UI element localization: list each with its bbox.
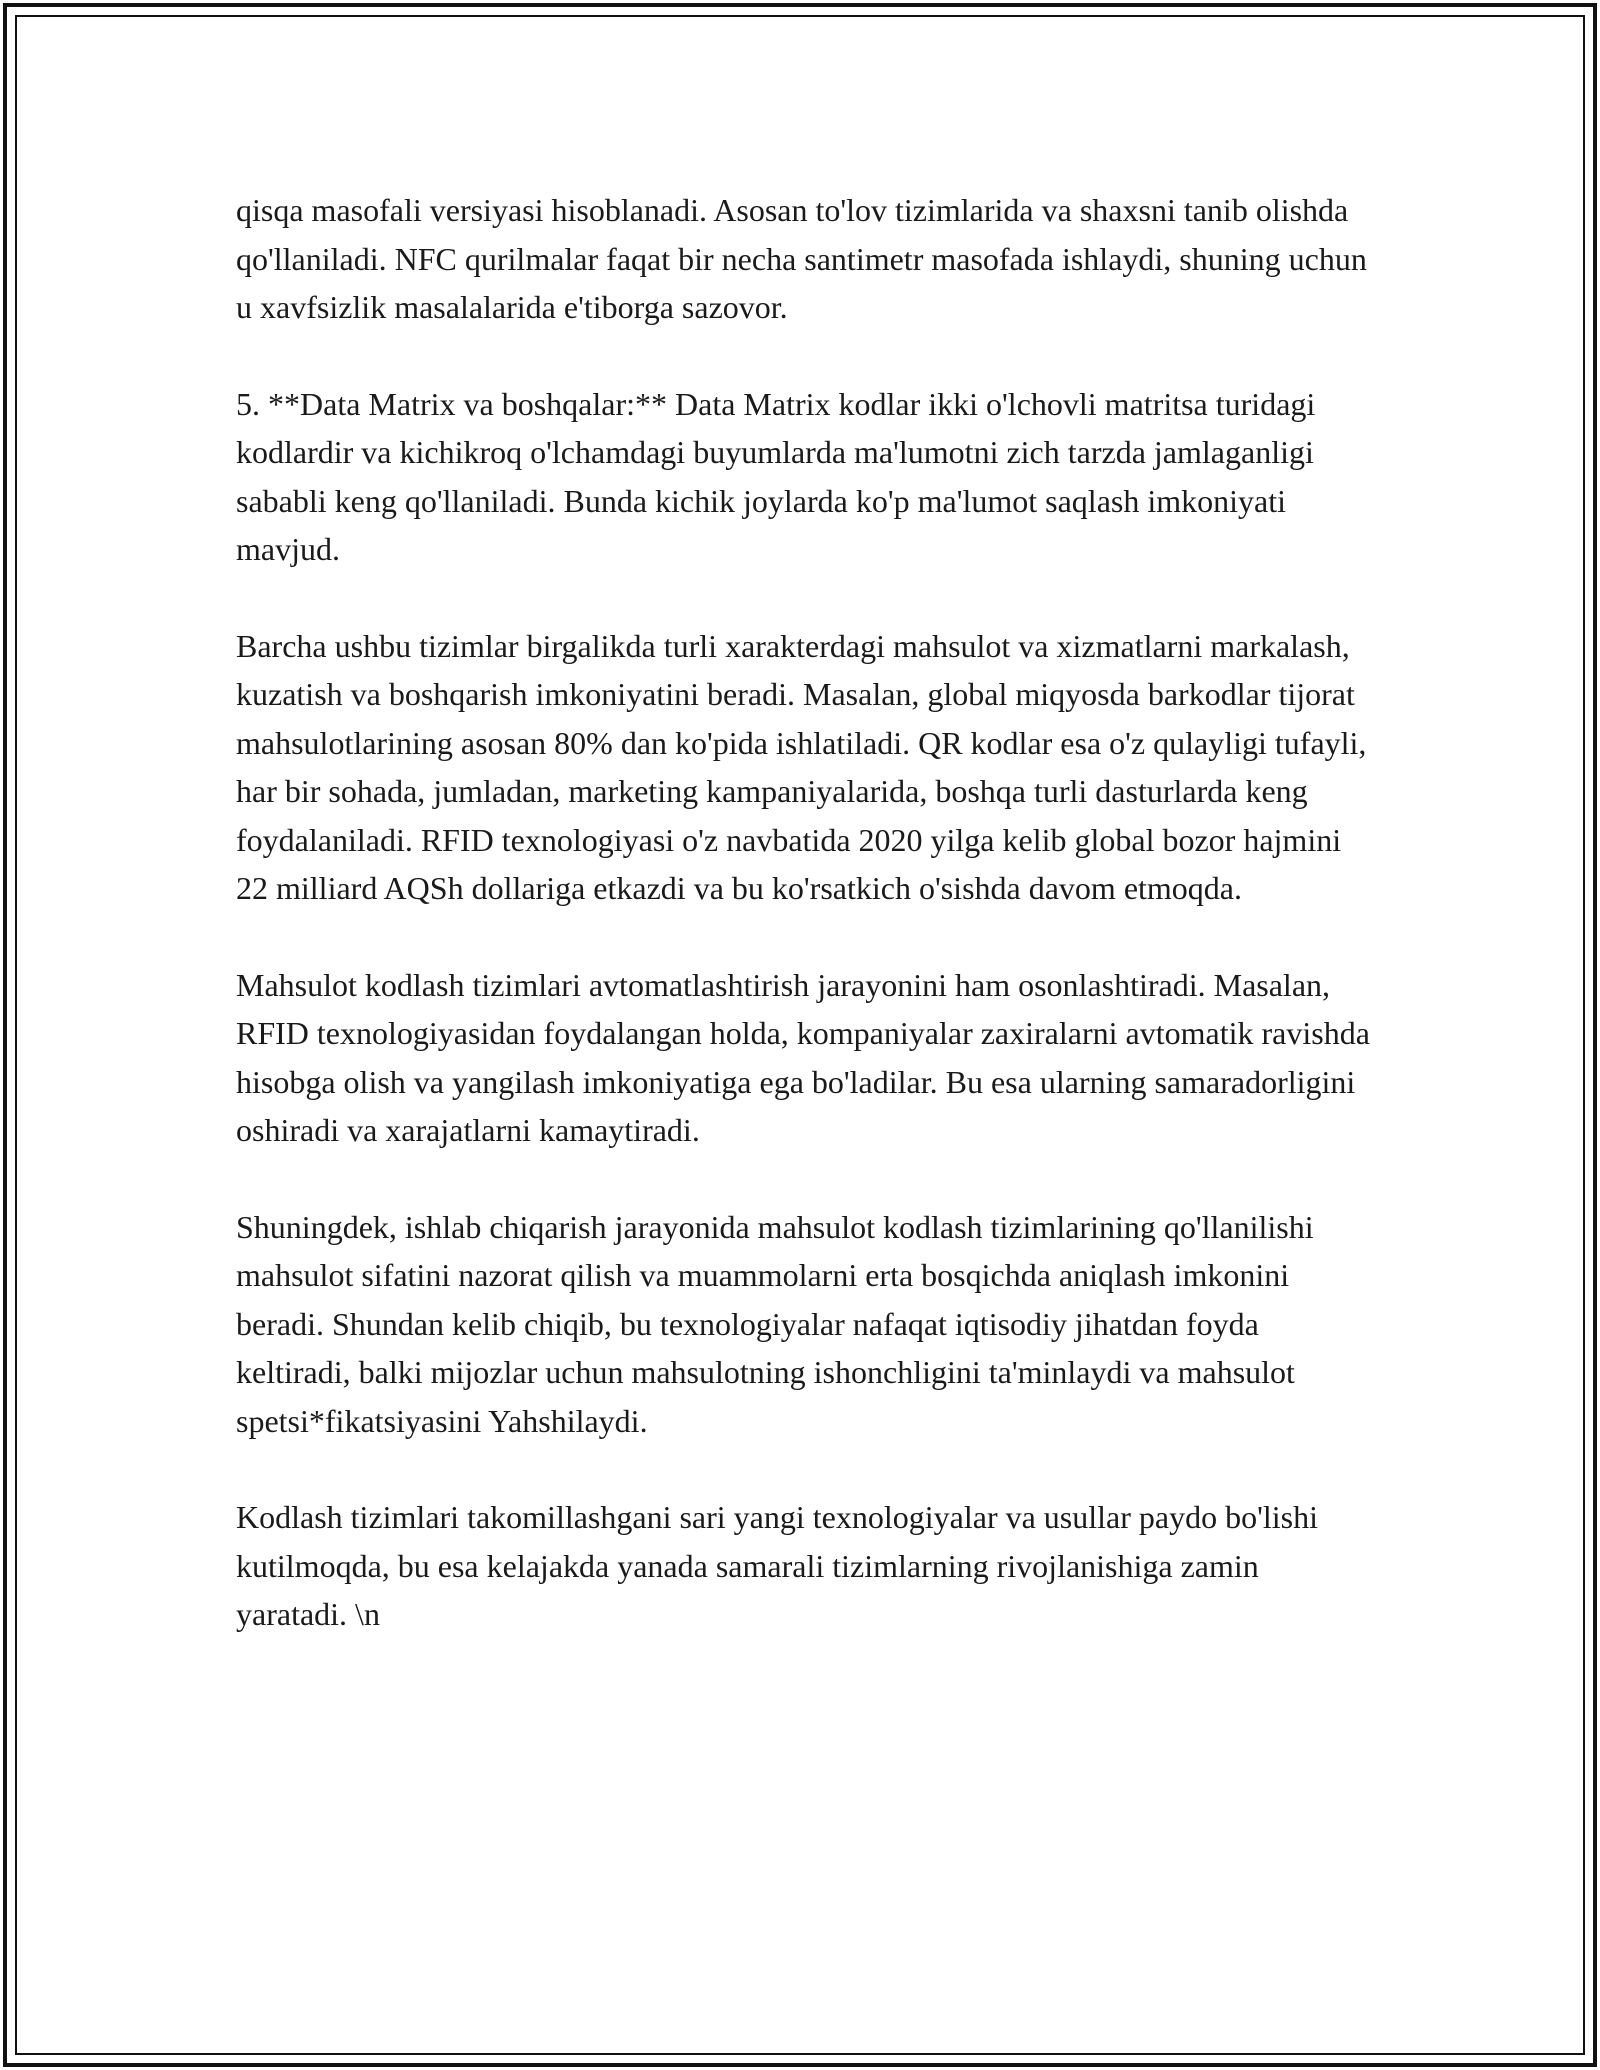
paragraph-data-matrix: 5. **Data Matrix va boshqalar:** Data Matrix kodlar ikki o'lchovli matritsa turidagi kodlardir va kichikroq o'lchamdagi buyumlarda ma'lumotni zich tarzda jamlaganligi sababli keng qo'llaniladi. Bunda kichik joylarda ko'p ma'lumot saqlash imkoniyati mavjud. xyxy=(236,385,1316,567)
paragraph-automation: Mahsulot kodlash tizimlari avtomatlashtirish jarayonini ham osonlashtiradi. Masalan, RFID texnologiyasidan foydalangan holda, kompaniyalar zaxiralarni avtomatik ravishda hisobga olish va yangilash imkoniyatiga ega bo'ladilar. Bu esa ularning samaradorligini oshiradi va xarajatlarni kamaytiradi. xyxy=(236,966,1370,1148)
paragraph-nfc: qisqa masofali versiyasi hisoblanadi. Asosan to'lov tizimlarida va shaxsni tanib olishda qo'llaniladi. NFC qurilmalar faqat bir necha santimetr masofada ishlaydi, shuning uchun u xavfsizlik masalalarida e'tiborga sazovor. xyxy=(236,192,1367,325)
paragraph-systems-overview: Barcha ushbu tizimlar birgalikda turli xarakterdagi mahsulot va xizmatlarni markalash, kuzatish va boshqarish imkoniyatini beradi. Masalan, global miqyosda barkodlar tijorat mahsulotlarining asosan 80% dan ko'pida ishlatiladi. QR kodlar esa o'z qulayligi tufayli, har bir sohada, jumladan, marketing kampaniyalarida, boshqa turli dasturlarda keng foydalaniladi. RFID texnologiyasi o'z navbatida 2020 yilga kelib global bozor hajmini 22 milliard AQSh dollariga etkazdi va bu ko'rsatkich o'sishda davom etmoqda. xyxy=(236,627,1367,906)
paragraph-future: Kodlash tizimlari takomillashgani sari yangi texnologiyalar va usullar paydo bo'lishi kutilmoqda, bu esa kelajakda yanada samarali tizimlarning rivojlanishiga zamin yaratadi. \n xyxy=(236,1499,1318,1632)
document-body xyxy=(236,186,1376,1687)
paragraph-quality-control: Shuningdek, ishlab chiqarish jarayonida mahsulot kodlash tizimlarining qo'llanilishi mahsulot sifatini nazorat qilish va muammolarni erta bosqichda aniqlash imkonini beradi. Shundan kelib chiqib, bu texnologiyalar nafaqat iqtisodiy jihatdan foyda keltiradi, balki mijozlar uchun mahsulotning ishonchligini ta'minlaydi va mahsulot spetsi*fikatsiyasini Yahshilaydi. xyxy=(236,1208,1314,1439)
